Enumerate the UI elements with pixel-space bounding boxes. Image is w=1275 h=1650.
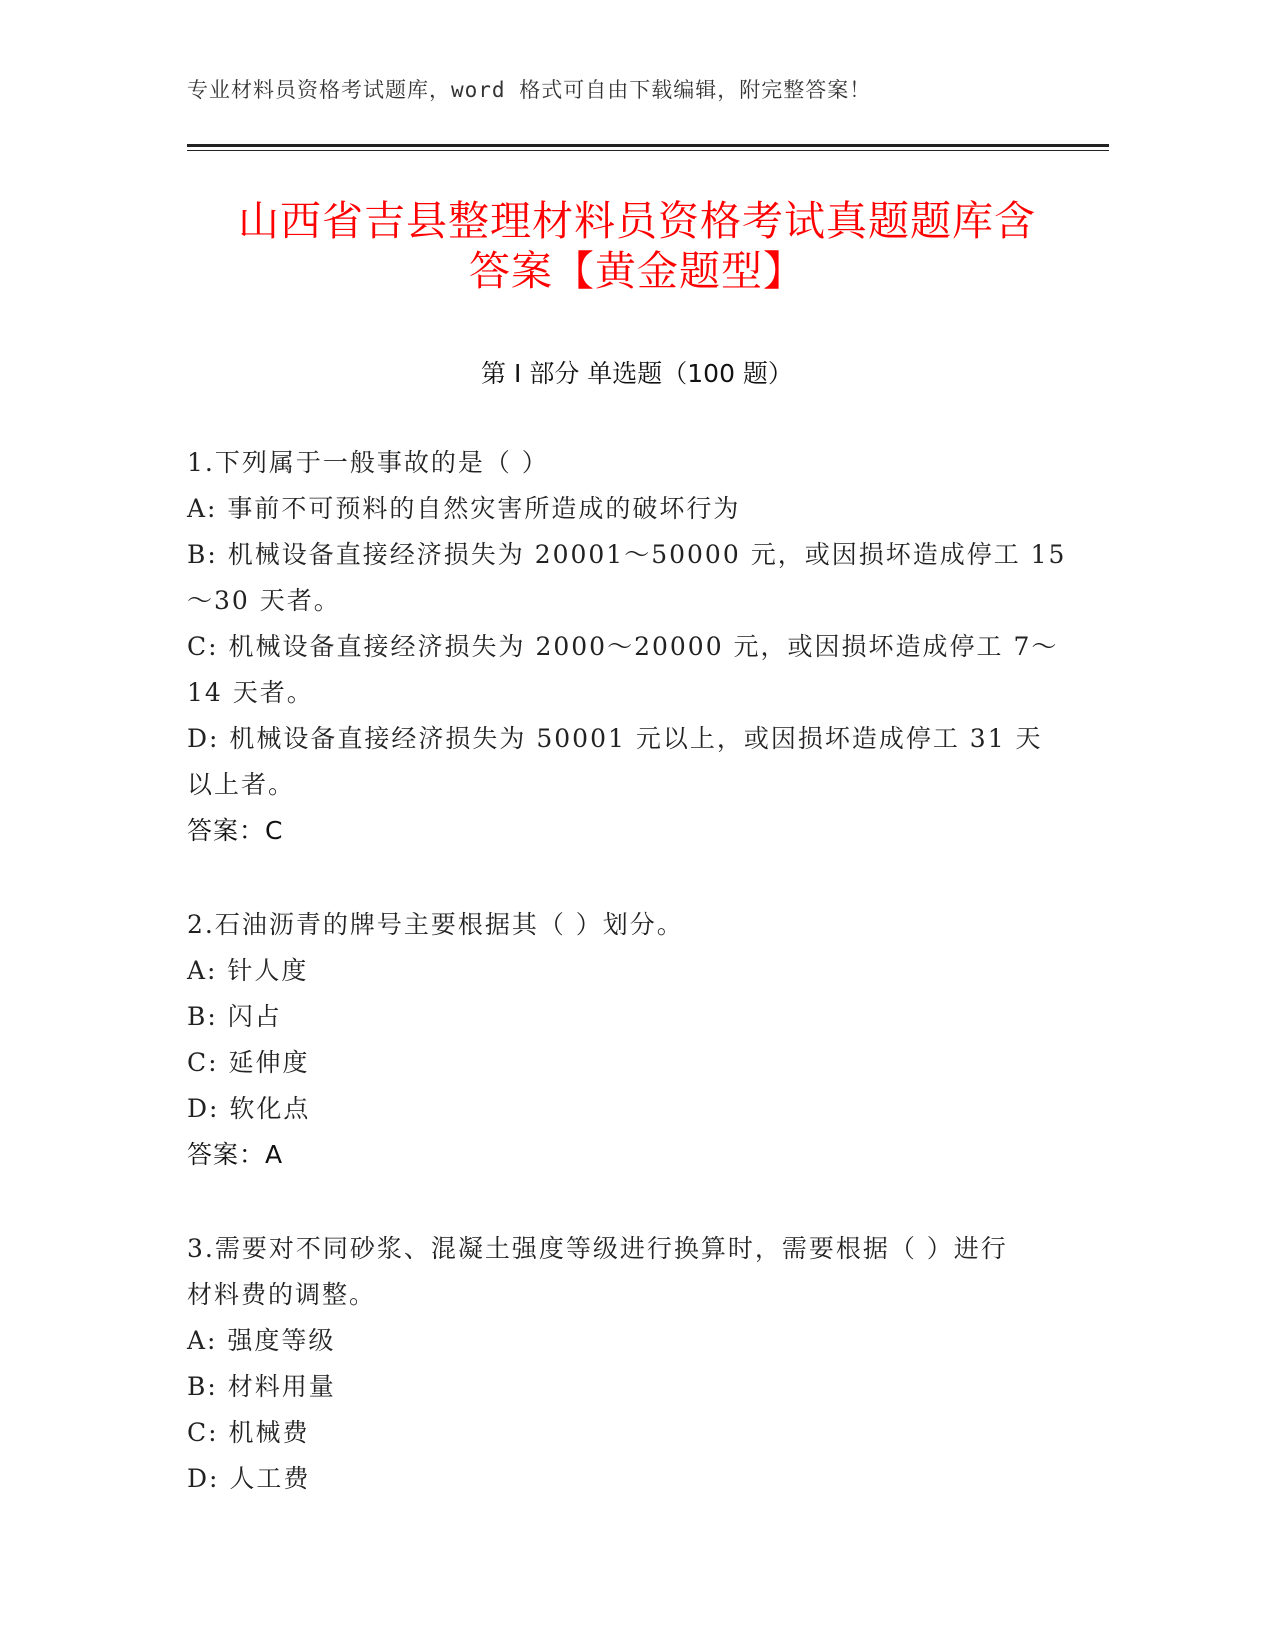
option-a: A: 事前不可预料的自然灾害所造成的破坏行为 xyxy=(187,494,741,523)
document-title xyxy=(187,196,1087,296)
question-stem: 2.石油沥青的牌号主要根据其（ ）划分。 xyxy=(187,910,684,939)
option-d: D: 机械设备直接经济损失为 50001 元以上，或因损坏造成停工 31 天 xyxy=(187,724,1043,753)
header-rule-thin xyxy=(187,150,1109,151)
section-heading: 第 I 部分 单选题（100 题） xyxy=(481,359,793,388)
question-stem: 1.下列属于一般事故的是（ ） xyxy=(187,448,549,477)
title-line-1: 山西省吉县整理材料员资格考试真题题库含 xyxy=(238,197,1036,245)
option-b: B: 机械设备直接经济损失为 20001～50000 元，或因损坏造成停工 15 xyxy=(187,540,1067,569)
header-note: 专业材料员资格考试题库，word 格式可自由下载编辑，附完整答案！ xyxy=(187,78,872,102)
option-c: C: 延伸度 xyxy=(187,1048,310,1077)
option-a: A: 强度等级 xyxy=(187,1326,336,1355)
answer-label: 答案：C xyxy=(187,816,284,845)
option-d-continued: 以上者。 xyxy=(187,770,296,799)
option-b: B: 材料用量 xyxy=(187,1372,336,1401)
option-a: A: 针人度 xyxy=(187,956,309,985)
option-b-continued: ～30 天者。 xyxy=(187,586,341,615)
question-stem-continued: 材料费的调整。 xyxy=(187,1280,377,1309)
title-line-2: 答案【黄金题型】 xyxy=(469,247,805,295)
option-d: D: 软化点 xyxy=(187,1094,311,1123)
question-1 xyxy=(187,440,1067,854)
option-c: C: 机械费 xyxy=(187,1418,310,1447)
question-stem: 3.需要对不同砂浆、混凝土强度等级进行换算时，需要根据（ ）进行 xyxy=(187,1234,1008,1263)
question-spacer xyxy=(187,854,1067,902)
option-b: B: 闪占 xyxy=(187,1002,282,1031)
question-list xyxy=(187,440,1067,1502)
option-c: C: 机械设备直接经济损失为 2000～20000 元，或因损坏造成停工 7～ xyxy=(187,632,1059,661)
question-3 xyxy=(187,1226,1067,1502)
question-2 xyxy=(187,902,1067,1178)
question-spacer xyxy=(187,1178,1067,1226)
option-d: D: 人工费 xyxy=(187,1464,311,1493)
option-c-continued: 14 天者。 xyxy=(187,678,314,707)
answer-label: 答案：A xyxy=(187,1140,284,1169)
header-rule-thick xyxy=(187,144,1109,147)
